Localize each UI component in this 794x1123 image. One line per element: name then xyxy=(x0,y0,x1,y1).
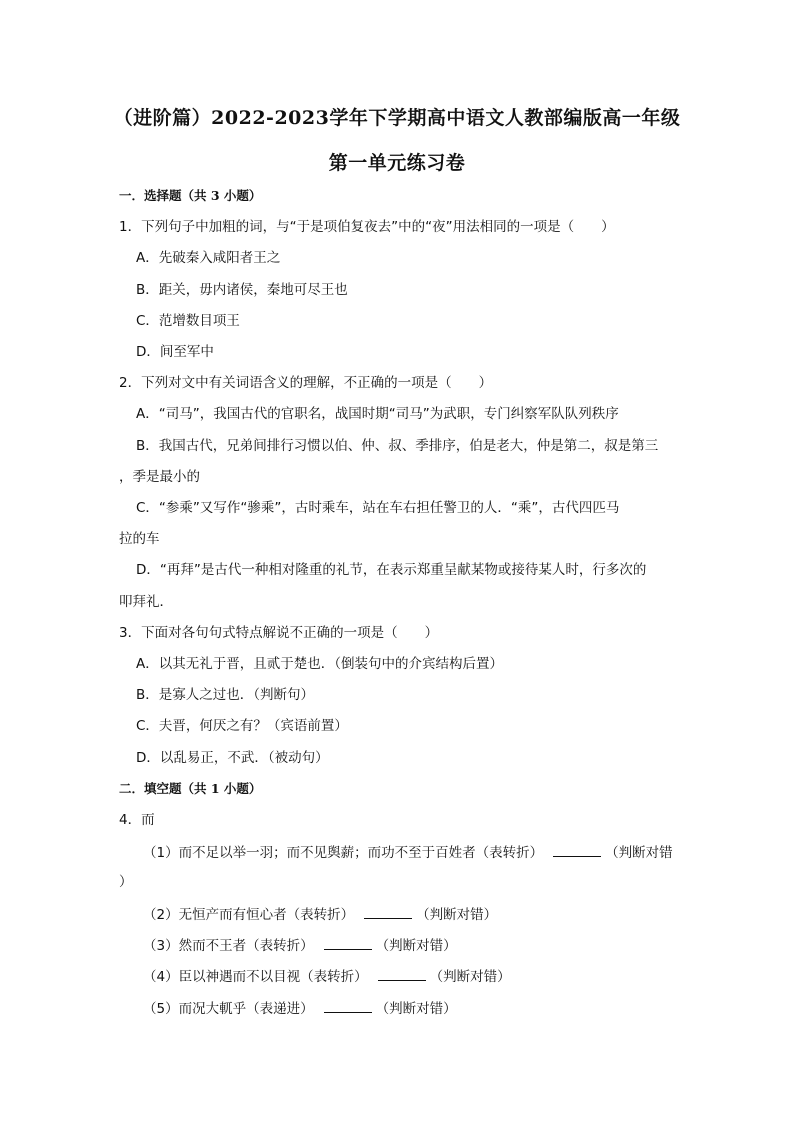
q4-item-5 xyxy=(143,998,457,1018)
q4-item-4-judge: （判断对错） xyxy=(429,969,511,985)
q2-option-c-line1: C．“参乘”又写作“骖乘”，古时乘车，站在车右担任警卫的人．“乘”，古代四匹马 xyxy=(136,500,620,516)
q2-option-d-line2: 叩拜礼． xyxy=(119,594,173,610)
q3-option-b: B．是寡人之过也．（判断句） xyxy=(136,687,315,703)
q4-item-5-judge: （判断对错） xyxy=(375,1001,457,1017)
q4-item-1-judge: （判断对错 xyxy=(605,845,673,861)
q2-option-a: A．“司马”，我国古代的官职名，战国时期“司马”为武职，专门纠察军队队列秩序 xyxy=(136,406,619,422)
answer-blank-3[interactable] xyxy=(324,935,372,950)
answer-blank-4[interactable] xyxy=(378,966,426,981)
q4-item-1-continuation: ） xyxy=(119,874,133,890)
q2-option-b-line1: B．我国古代，兄弟间排行习惯以伯、仲、叔、季排序，伯是老大，仲是第二，叔是第三 xyxy=(136,438,659,454)
q4-item-3 xyxy=(143,935,457,955)
q1-option-b: B．距关，毋内诸侯，秦地可尽王也 xyxy=(136,282,348,298)
q1-stem: 1．下列句子中加粗的词，与“于是项伯复夜去”中的“夜”用法相同的一项是（ ） xyxy=(119,219,615,235)
section2-heading: 二．填空题（共 1 小题） xyxy=(119,781,262,796)
q4-item-4 xyxy=(143,966,511,986)
q2-option-b-line2: ，季是最小的 xyxy=(119,469,200,485)
q4-item-2-judge: （判断对错） xyxy=(416,907,498,923)
q4-item-2 xyxy=(143,904,497,924)
q3-option-c: C．夫晋，何厌之有？（宾语前置） xyxy=(136,718,348,734)
q4-item-2-text: （2）无恒产而有恒心者（表转折） xyxy=(143,907,355,923)
document-title-line2: 第一单元练习卷 xyxy=(328,152,466,174)
q4-item-1-text: （1）而不足以举一羽；而不见舆薪；而功不至于百姓者（表转折） xyxy=(143,845,544,861)
q2-option-d-line1: D．“再拜”是古代一种相对隆重的礼节，在表示郑重呈献某物或接待某人时，行多次的 xyxy=(136,562,647,578)
q3-option-a: A．以其无礼于晋，且贰于楚也．（倒装句中的介宾结构后置） xyxy=(136,656,503,672)
q1-option-c: C．范增数目项王 xyxy=(136,313,240,329)
section1-heading: 一．选择题（共 3 小题） xyxy=(119,188,262,203)
q3-option-d: D．以乱易正，不武．（被动句） xyxy=(136,750,329,766)
q4-item-3-judge: （判断对错） xyxy=(375,938,457,954)
q4-item-1 xyxy=(143,842,673,862)
q2-option-c-line2: 拉的车 xyxy=(119,531,160,547)
answer-blank-1[interactable] xyxy=(553,842,601,857)
q4-item-4-text: （4）臣以神遇而不以目视（表转折） xyxy=(143,969,368,985)
q2-stem: 2．下列对文中有关词语含义的理解，不正确的一项是（ ） xyxy=(119,375,493,391)
answer-blank-2[interactable] xyxy=(364,904,412,919)
q4-stem: 4．而 xyxy=(119,812,155,828)
q4-item-5-text: （5）而况大軏乎（表递进） xyxy=(143,1001,314,1017)
answer-blank-5[interactable] xyxy=(324,998,372,1013)
document-title-line1: （进阶篇）2022-2023学年下学期高中语文人教部编版高一年级 xyxy=(113,107,681,129)
q1-option-d: D．间至军中 xyxy=(136,344,214,360)
q4-item-3-text: （3）然而不王者（表转折） xyxy=(143,938,314,954)
q1-option-a: A．先破秦入咸阳者王之 xyxy=(136,250,281,266)
q3-stem: 3．下面对各句句式特点解说不正确的一项是（ ） xyxy=(119,625,439,641)
